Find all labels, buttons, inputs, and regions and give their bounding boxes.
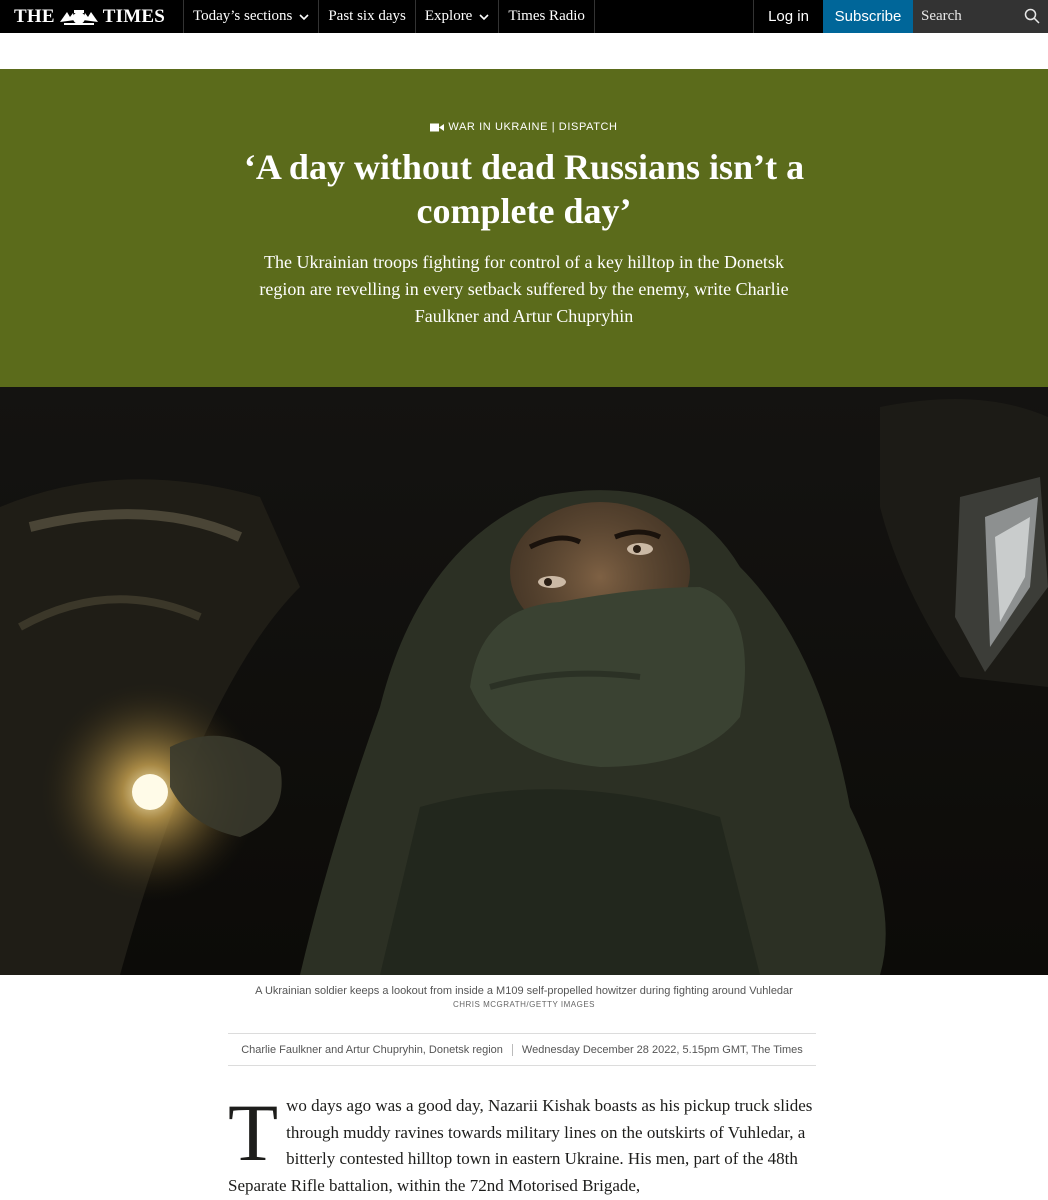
kicker-text: WAR IN UKRAINE | DISPATCH xyxy=(448,121,618,133)
drop-cap: T xyxy=(228,1087,279,1178)
nav-times-radio-label: Times Radio xyxy=(508,8,585,24)
nav-explore[interactable] xyxy=(416,0,499,33)
lead-photo xyxy=(0,387,1048,975)
article-headline: ‘A day without dead Russians isn’t a complete day’ xyxy=(243,147,805,231)
byline-authors[interactable]: Charlie Faulkner and Artur Chupryhin, Donetsk region xyxy=(241,1043,503,1056)
logo-text-the: THE xyxy=(14,5,55,27)
site-logo[interactable] xyxy=(0,0,184,33)
chevron-down-icon xyxy=(479,12,489,22)
photo-caption xyxy=(0,985,1048,1009)
article-paragraph: wo days ago was a good day, Nazarii Kishak boasts as his pickup truck slides through muddy ravines towards military lines on the outskirts of Vuhledar, a bitterly contested hilltop town in eastern Ukraine. His men, part of the 48th Separate Rifle battalion, within the 72nd Motorised Brigade, xyxy=(228,1096,813,1195)
login-button[interactable]: Log in xyxy=(753,0,823,33)
nav-times-radio[interactable] xyxy=(499,0,595,33)
royal-crest-icon xyxy=(58,8,100,26)
byline-separator xyxy=(512,1044,513,1056)
article-kicker[interactable] xyxy=(0,121,1048,133)
nav-spacer xyxy=(595,0,753,33)
article-byline xyxy=(228,1033,816,1066)
logo-text-times: TIMES xyxy=(102,5,165,27)
soldier-photo-illustration xyxy=(0,387,1048,975)
chevron-down-icon xyxy=(299,12,309,22)
article-standfirst: The Ukrainian troops fighting for control of a key hilltop in the Donetsk region are revelling in every setback suffered by the enemy, write Charlie Faulkner and Artur Chupryhin xyxy=(259,252,789,326)
nav-todays-sections[interactable] xyxy=(184,0,319,33)
photo-credit: CHRIS MCGRATH/GETTY IMAGES xyxy=(452,1000,596,1009)
article-body xyxy=(228,1087,818,1199)
search-input[interactable] xyxy=(913,8,1018,25)
nav-past-six-days[interactable] xyxy=(319,0,416,33)
nav-past-six-days-label: Past six days xyxy=(328,8,406,24)
search-icon[interactable] xyxy=(1024,8,1040,24)
video-camera-icon xyxy=(430,123,444,132)
subscribe-button[interactable]: Subscribe xyxy=(823,0,913,33)
nav-todays-sections-label: Today’s sections xyxy=(192,8,293,24)
article-header xyxy=(0,69,1048,387)
caption-text: A Ukrainian soldier keeps a lookout from inside a M109 self-propelled howitzer during fighting around Vuhledar xyxy=(255,985,793,997)
nav-explore-label: Explore xyxy=(424,8,473,24)
search-box xyxy=(913,0,1048,33)
top-navigation xyxy=(0,0,1048,33)
byline-dateline: Wednesday December 28 2022, 5.15pm GMT, The Times xyxy=(521,1043,803,1056)
